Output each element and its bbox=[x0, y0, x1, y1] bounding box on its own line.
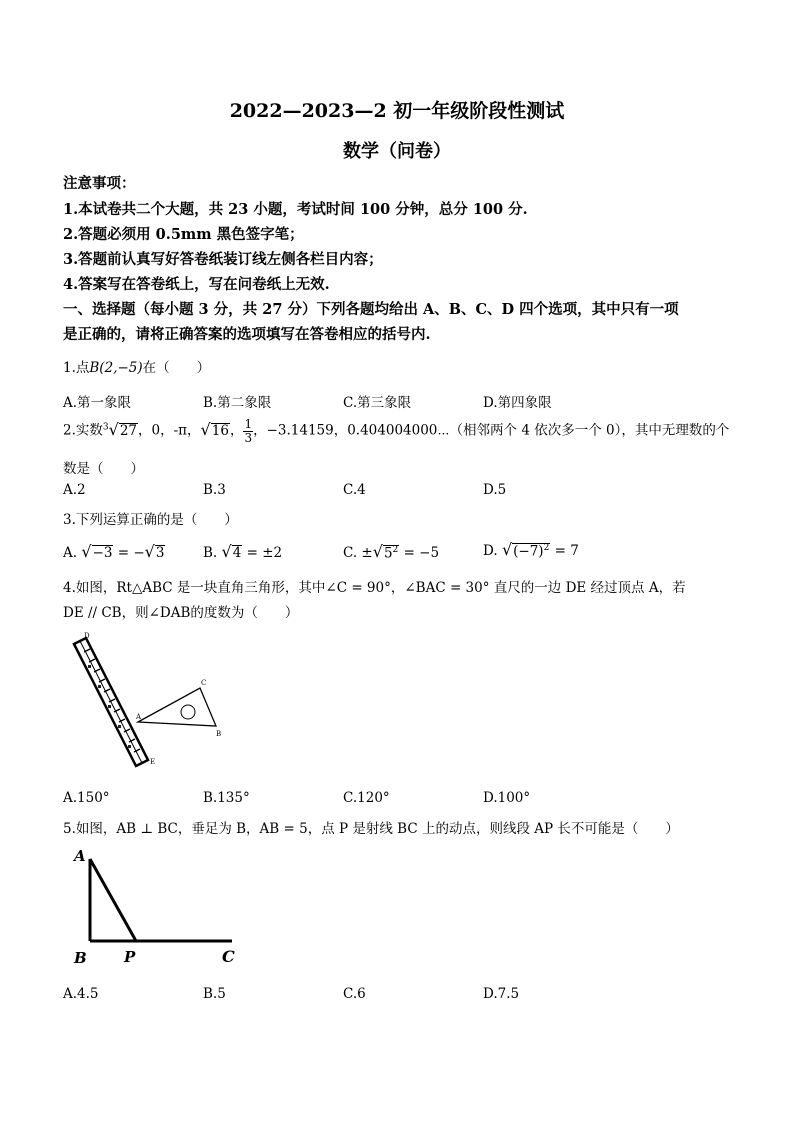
q3-a-rhs: 3 bbox=[155, 545, 165, 561]
q3-a-eq: = − bbox=[117, 545, 145, 561]
q3-b-rad: 4 bbox=[232, 545, 242, 561]
q4-option-d: D.100° bbox=[483, 790, 531, 806]
label-e: E bbox=[150, 758, 156, 766]
label-c: C bbox=[201, 679, 207, 687]
q2-option-c: C.4 bbox=[343, 482, 366, 498]
q3-d-radicand bbox=[512, 543, 550, 559]
q3-c-label: C. ± bbox=[343, 545, 373, 561]
notes-heading: 注意事项： bbox=[63, 175, 136, 192]
question-4-line1: 4.如图，Rt△ABC 是一块直角三角形，其中∠C = 90°，∠BAC = 30° 直尺的一边 DE 经过顶点 A，若 bbox=[63, 580, 686, 596]
q3-d-rad: (−7) bbox=[513, 543, 544, 559]
q3-b-label: B. bbox=[203, 545, 218, 561]
question-4-line2: DE // CB，则∠DAB的度数为（ ） bbox=[63, 605, 299, 621]
q2-list2: ，−3.14159，0.404004000⋯（相邻两个 4 依次多一个 0），其中无理数的个 bbox=[253, 422, 730, 439]
label-d: D bbox=[84, 632, 90, 640]
q2-fraction bbox=[243, 418, 253, 444]
q2-cube-index: 3 bbox=[102, 422, 109, 433]
q1-suffix: 在（ ） bbox=[142, 360, 211, 376]
q3-c-rhs: = −5 bbox=[403, 545, 440, 561]
q1-prefix: 1.点 bbox=[63, 360, 90, 376]
question-5-stem: 5.如图，AB ⊥ BC，垂足为 B，AB = 5，点 P 是射线 BC 上的动点，则线段 AP 长不可能是（ ） bbox=[63, 821, 679, 837]
q1-point: B(2,−5) bbox=[89, 360, 143, 376]
triangle-abc bbox=[138, 688, 216, 726]
q2-sqrt16: √16 bbox=[200, 419, 229, 439]
label-a: A bbox=[136, 713, 142, 721]
q3-d-rhs: = 7 bbox=[554, 543, 579, 559]
q5-perpendicular-figure bbox=[70, 845, 250, 970]
label-p: P bbox=[124, 948, 136, 966]
label-a: A bbox=[74, 847, 86, 865]
exam-subtitle: 数学（问卷） bbox=[343, 141, 451, 162]
note-item: 3.答题前认真写好答卷纸装订线左侧各栏目内容； bbox=[63, 251, 383, 268]
q2-list1: ，0，-π， bbox=[138, 422, 201, 439]
exam-title: 2022—2023—2 初一年级阶段性测试 bbox=[229, 100, 565, 122]
section-heading-line1: 一、选择题（每小题 3 分，共 27 分）下列各题均给出 A、B、C、D 四个选项，其中只有一项 bbox=[63, 301, 679, 318]
q5-option-d: D.7.5 bbox=[483, 986, 520, 1002]
q2-sep: ， bbox=[229, 422, 244, 439]
label-b: B bbox=[74, 949, 87, 967]
q3-option-a: A. √−3 = −√3 bbox=[63, 542, 165, 561]
q5-option-b: B.5 bbox=[203, 986, 226, 1002]
q5-option-a: A.4.5 bbox=[63, 986, 99, 1002]
q1-option-c: C.第三象限 bbox=[343, 395, 412, 411]
q3-option-d: D. $√(-7)^2 = 7$ bbox=[483, 540, 579, 559]
q3-c-rad: 5 bbox=[383, 545, 393, 561]
q1-option-b: B.第二象限 bbox=[203, 395, 272, 411]
q4-option-c: C.120° bbox=[343, 790, 390, 806]
q3-d-label: D. bbox=[483, 543, 498, 559]
q3-option-b: B. √4 = ±2 bbox=[203, 542, 283, 561]
q3-a-label: A. bbox=[63, 545, 78, 561]
label-b: B bbox=[216, 730, 222, 738]
q1-option-d: D.第四象限 bbox=[483, 395, 552, 411]
q2-prefix: 2.实数 bbox=[63, 422, 103, 439]
q2-cube-root: $^3$√27 bbox=[102, 419, 138, 439]
q3-a-lhs: −3 bbox=[92, 545, 113, 561]
label-c: C bbox=[222, 947, 235, 966]
q3-c-exp: 2 bbox=[392, 544, 399, 555]
note-item: 4.答案写在答卷纸上，写在问卷纸上无效. bbox=[63, 276, 330, 293]
q2-option-d: D.5 bbox=[483, 482, 507, 498]
note-item: 2.答题必须用 0.5mm 黑色签字笔； bbox=[63, 226, 304, 243]
q4-option-a: A.150° bbox=[63, 790, 110, 806]
q2-frac-num: 1 bbox=[244, 417, 253, 431]
q3-b-rhs: = ±2 bbox=[246, 545, 283, 561]
triangle-hole bbox=[181, 705, 195, 719]
q3-d-exp: 2 bbox=[543, 542, 550, 553]
q2-cube-radicand: 27 bbox=[119, 422, 138, 439]
question-2-line2: 数是（ ） bbox=[63, 461, 144, 477]
section-heading-line2: 是正确的，请将正确答案的选项填写在答卷相应的括号内. bbox=[63, 326, 431, 343]
question-1-stem bbox=[63, 356, 210, 376]
q2-option-a: A.2 bbox=[63, 482, 86, 498]
q3-c-radicand bbox=[383, 545, 399, 561]
q3-option-c: C. $\pm√5^2 = -5$ bbox=[343, 542, 440, 561]
segment-ap bbox=[90, 859, 136, 941]
ruler-edge-de bbox=[80, 641, 142, 763]
q4-option-b: B.135° bbox=[203, 790, 250, 806]
q4-ruler-triangle-figure bbox=[66, 632, 236, 777]
question-3-stem: 3.下列运算正确的是（ ） bbox=[63, 512, 238, 528]
question-2-stem bbox=[63, 418, 729, 444]
q2-option-b: B.3 bbox=[203, 482, 226, 498]
note-item: 1.本试卷共二个大题，共 23 小题，考试时间 100 分钟，总分 100 分. bbox=[63, 201, 528, 218]
q2-sqrt16-radicand: 16 bbox=[211, 422, 229, 439]
q1-option-a: A.第一象限 bbox=[63, 395, 132, 411]
q2-frac-den: 3 bbox=[244, 430, 253, 445]
q5-option-c: C.6 bbox=[343, 986, 366, 1002]
